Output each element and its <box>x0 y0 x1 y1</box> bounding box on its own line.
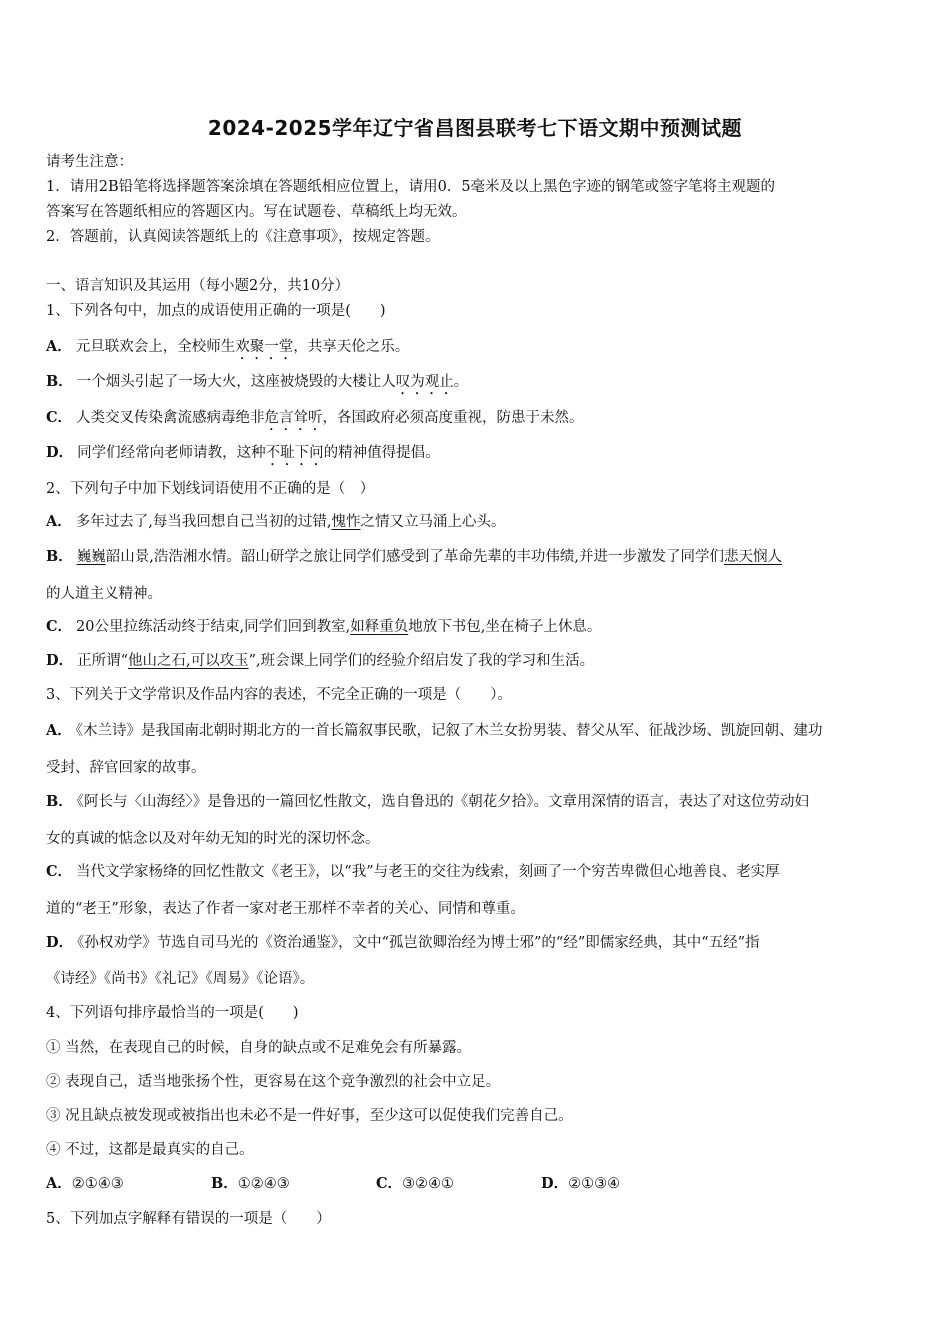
question-3-option-b-continued: 女的真诚的惦念以及对年幼无知的时光的深切怀念。 <box>46 831 380 847</box>
notice-line-1a: 1．请用2B铅笔将选择题答案涂填在答题纸相应位置上，请用0．5毫米及以上黑色字迹的钢笔或签字笔将主观题的 <box>46 179 776 195</box>
option-text: 同学们经常向老师请教，这种 <box>77 445 266 461</box>
section-heading: 一、语言知识及其运用（每小题2分，共10分） <box>46 278 350 294</box>
question-3-option-d <box>46 933 760 953</box>
underlined-word: 愧怍 <box>331 514 361 530</box>
dotted-idiom: 不耻下问 <box>265 445 324 461</box>
option-label: A． <box>46 1175 72 1192</box>
option-label: C． <box>46 618 73 635</box>
question-2-option-a <box>46 512 505 532</box>
question-3-option-c <box>46 862 780 882</box>
option-label: D． <box>541 1175 569 1192</box>
option-label: C． <box>46 863 73 880</box>
option-text: 。 <box>453 374 469 390</box>
option-text: ②①③④ <box>568 1176 621 1192</box>
question-1-option-d <box>46 443 440 469</box>
notice-line-1b: 答案写在答题纸相应的答题区内。写在试题卷、草稿纸上均无效。 <box>46 204 467 220</box>
question-4-sentence-3: ③ 况且缺点被发现或被指出也未必不是一件好事，至少这可以促使我们完善自己。 <box>46 1108 573 1124</box>
option-text: 元旦联欢会上，全校师生 <box>75 339 236 355</box>
option-label: C． <box>376 1175 403 1192</box>
notice-line-2: 2．答题前，认真阅读答题纸上的《注意事项》，按规定答题。 <box>46 229 440 245</box>
question-1-option-a <box>46 337 409 363</box>
option-label: B． <box>46 793 73 810</box>
option-label: B． <box>46 548 73 565</box>
option-text: ①②④③ <box>237 1176 290 1192</box>
option-text: 《木兰诗》是我国南北朝时期北方的一首长篇叙事民歌，记叙了木兰女扮男装、替父从军、征战沙场、凯旋回朝、建功 <box>75 723 823 739</box>
option-label: D． <box>46 444 74 461</box>
question-4-sentence-2: ② 表现自己，适当地张扬个性，更容易在这个竞争激烈的社会中立足。 <box>46 1074 501 1090</box>
choice-b <box>211 1174 376 1194</box>
notice-heading: 请考生注意： <box>46 154 133 170</box>
option-label: A． <box>46 513 72 530</box>
option-label: D． <box>46 934 74 951</box>
option-text: 《孙权劝学》节选自司马光的《资治通鉴》，文中“孤岂欲卿治经为博士邪”的“经”即儒家经典，其中“五经”指 <box>77 935 760 951</box>
option-text: 的精神值得提倡。 <box>323 445 440 461</box>
question-2-option-b <box>46 547 782 567</box>
question-1-option-c <box>46 408 584 434</box>
question-4-stem: 4、下列语句排序最恰当的一项是( ) <box>46 1005 299 1021</box>
option-text: ②①④③ <box>71 1176 124 1192</box>
option-text: ，共享天伦之乐。 <box>293 339 410 355</box>
option-label: B． <box>211 1175 238 1192</box>
question-4-sentence-1: ① 当然，在表现自己的时候，自身的缺点或不足难免会有所暴露。 <box>46 1040 472 1056</box>
underlined-word: 如释重负 <box>350 619 409 635</box>
option-text: 人类交叉传染禽流感病毒绝非 <box>76 410 265 426</box>
question-1-stem: 1、下列各句中，加点的成语使用正确的一项是( ) <box>46 303 386 319</box>
option-text: 正所谓“ <box>77 653 128 669</box>
choice-d <box>541 1174 620 1194</box>
underlined-word: 他山之石,可以攻玉 <box>128 653 249 669</box>
choice-c <box>376 1174 541 1194</box>
underlined-word: 巍巍 <box>76 549 106 565</box>
option-label: D． <box>46 652 74 669</box>
option-text: 当代文学家杨绛的回忆性散文《老王》，以“我”与老王的交往为线索，刻画了一个穷苦卑微但心地善良、老实厚 <box>76 864 780 880</box>
option-text: 地放下书包,坐在椅子上休息。 <box>408 619 602 635</box>
question-2-option-b-continued: 的人道主义精神。 <box>46 586 162 602</box>
page-title: 2024-2025学年辽宁省昌图县联考七下语文期中预测试题 <box>207 116 743 140</box>
option-text: ，各国政府必须高度重视，防患于未然。 <box>322 410 584 426</box>
question-3-option-c-continued: 道的“老王”形象，表达了作者一家对老王那样不幸者的关心、同情和尊重。 <box>46 901 525 917</box>
question-3-option-a-continued: 受封、辞官回家的故事。 <box>46 760 206 776</box>
option-label: B． <box>46 373 73 390</box>
option-text: ”,班会课上同学们的经验介绍启发了我的学习和生活。 <box>248 653 595 669</box>
option-label: A． <box>46 722 72 739</box>
question-4-choices <box>46 1174 620 1194</box>
dotted-idiom: 欢聚一堂 <box>235 339 294 355</box>
option-text: ③②④① <box>402 1176 455 1192</box>
question-2-option-d <box>46 651 594 671</box>
underlined-word: 悲天悯人 <box>723 549 782 565</box>
dotted-idiom: 叹为观止 <box>395 374 454 390</box>
question-4-sentence-4: ④ 不过，这都是最真实的自己。 <box>46 1142 254 1158</box>
question-5-stem: 5、下列加点字解释有错误的一项是（ ） <box>46 1211 331 1227</box>
option-text: 多年过去了,每当我回想自己当初的过错, <box>75 514 332 530</box>
option-text: 一个烟头引起了一场大火，这座被烧毁的大楼让人 <box>76 374 396 390</box>
question-3-option-b <box>46 792 809 812</box>
question-2-option-c <box>46 617 601 637</box>
question-2-stem: 2、下列句子中加下划线词语使用不正确的是（ ） <box>46 481 375 497</box>
question-1-option-b <box>46 372 468 398</box>
choice-a <box>46 1174 211 1194</box>
option-text: 20公里拉练活动终于结束,同学们回到教室, <box>76 619 351 635</box>
question-3-stem: 3、下列关于文学常识及作品内容的表述，不完全正确的一项是（ ）。 <box>46 687 512 703</box>
question-3-option-a <box>46 721 823 741</box>
dotted-idiom: 危言耸听 <box>264 410 323 426</box>
option-label: A． <box>46 338 72 355</box>
option-text: 之情又立马涌上心头。 <box>360 514 506 530</box>
question-3-option-d-continued: 《诗经》《尚书》《礼记》《周易》《论语》。 <box>46 971 315 987</box>
option-text: 《阿长与〈山海经〉》是鲁迅的一篇回忆性散文，选自鲁迅的《朝花夕拾》。文章用深情的语言，表达了对这位劳动妇 <box>76 794 810 810</box>
option-text: 韶山景,浩浩湘水情。韶山研学之旅让同学们感受到了革命先辈的丰功伟绩,并进一步激发了同学们 <box>105 549 724 565</box>
option-label: C． <box>46 409 73 426</box>
